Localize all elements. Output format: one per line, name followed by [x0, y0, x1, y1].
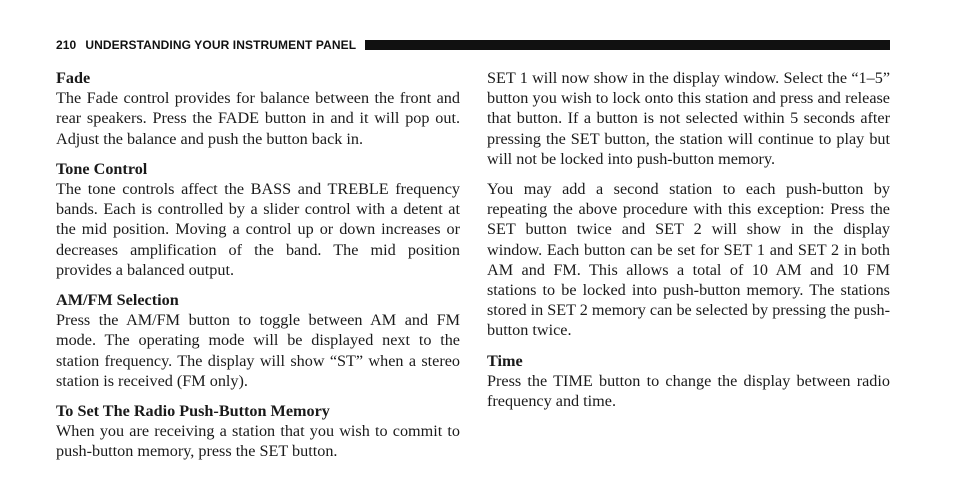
right-column	[487, 68, 890, 421]
section-body: The tone controls affect the BASS and TREBLE frequency bands. Each is controlled by a slider control with a detent at the mid position. Moving a control up or down increases or decreases amplification of the band. The mid position provides a balanced output.	[56, 180, 460, 279]
section-body: Press the AM/FM button to toggle between AM and FM mode. The operating mode will be displayed next to the station frequency. The display will show “ST” when a stereo station is received (FM only).	[56, 311, 460, 390]
paragraph-set1: SET 1 will now show in the display window. Select the “1–5” button you wish to lock onto this station and press and release that button. If a button is not selected within 5 seconds after pressing the SET button, the station will continue to play but will not be locked into push-button memory.	[487, 69, 890, 168]
section-push-button-memory	[56, 401, 460, 462]
section-body: The Fade control provides for balance between the front and rear speakers. Press the FADE button in and it will pop out. Adjust the balance and push the button back in.	[56, 89, 460, 148]
chapter-title: UNDERSTANDING YOUR INSTRUMENT PANEL	[85, 38, 357, 52]
section-fade	[56, 68, 460, 149]
section-heading: To Set The Radio Push-Button Memory	[56, 402, 330, 421]
header-rule	[365, 40, 890, 50]
section-heading: Time	[487, 351, 523, 370]
section-body: Press the TIME button to change the display between radio frequency and time.	[487, 371, 890, 411]
paragraph-set2: You may add a second station to each push-button by repeating the above procedure with this exception: Press the SET button twice and SET 2 will show in the display window. Each button can be set for SET 1 and SET 2 in both AM and FM. This allows a total of 10 AM and 10 FM stations to be locked into push-button memory. The stations stored in SET 2 memory can be selected by pressing the push-button twice.	[487, 180, 890, 340]
page-header	[56, 38, 890, 52]
section-heading: Tone Control	[56, 159, 148, 178]
section-am-fm-selection	[56, 290, 460, 391]
section-heading: Fade	[56, 69, 91, 87]
section-body: When you are receiving a station that you wish to commit to push-button memory, press the SET button.	[56, 422, 460, 461]
page-number: 210	[56, 38, 77, 52]
left-column	[56, 68, 460, 472]
section-time	[487, 351, 890, 412]
section-tone-control	[56, 159, 460, 280]
section-heading: AM/FM Selection	[56, 291, 179, 310]
